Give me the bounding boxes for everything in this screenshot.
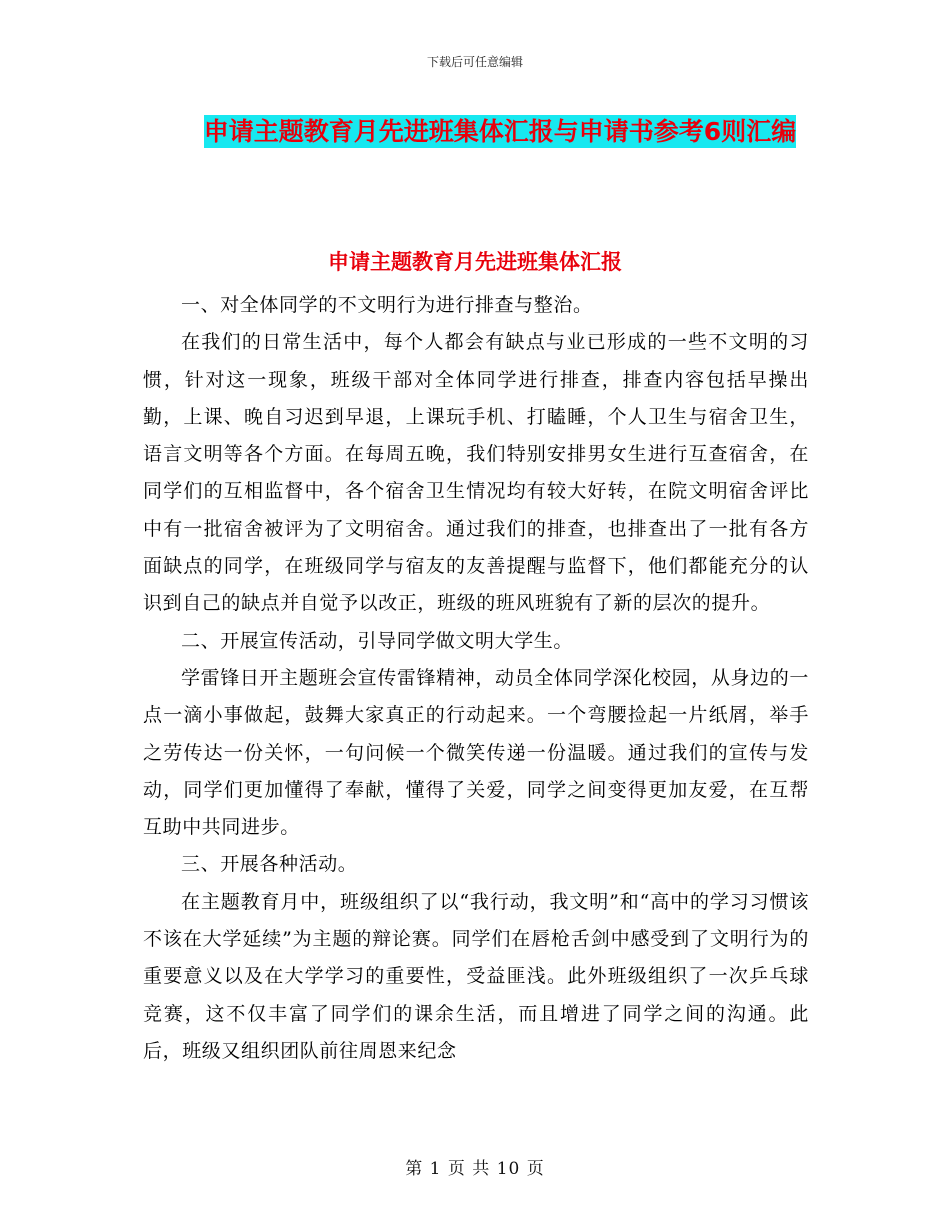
document-title	[185, 108, 815, 156]
paragraph: 在主题教育月中，班级组织了以“我行动，我文明”和“高中的学习习惯该不该在大学延续”为主题的辩论赛。同学们在唇枪舌剑中感受到了文明行为的重要意义以及在大学学习的重要性，受益匪浅。此外班级组织了一次乒乓球竞赛，这不仅丰富了同学们的课余生活，而且增进了同学之间的沟通。此后，班级又组织团队前往周恩来纪念	[143, 890, 809, 1062]
paragraph: 学雷锋日开主题班会宣传雷锋精神，动员全体同学深化校园，从身边的一点一滴小事做起，鼓舞大家真正的行动起来。一个弯腰捡起一片纸屑，举手之劳传达一份关怀，一句问候一个微笑传递一份温暖。通过我们的宣传与发动，同学们更加懂得了奉献，懂得了关爱，同学之间变得更加友爱，在互帮互助中共同进步。	[143, 666, 809, 839]
paragraph: 在我们的日常生活中，每个人都会有缺点与业已形成的一些不文明的习惯，针对这一现象，班级干部对全体同学进行排查，排查内容包括早操出勤，上课、晚自习迟到早退，上课玩手机、打瞌睡，个人卫生与宿舍卫生，语言文明等各个方面。在每周五晚，我们特别安排男女生进行互查宿舍，在同学们的互相监督中，各个宿舍卫生情况均有较大好转，在院文明宿舍评比中有一批宿舍被评为了文明宿舍。通过我们的排查，也排查出了一批有各方面缺点的同学，在班级同学与宿友的友善提醒与监督下，他们都能充分的认识到自己的缺点并自觉予以改正，班级的班风班貌有了新的层次的提升。	[143, 331, 809, 615]
header-note: 下载后可任意编辑	[426, 55, 523, 69]
paragraph-heading-1: 一、对全体同学的不文明行为进行排查与整治。	[181, 294, 593, 316]
section-title: 申请主题教育月先进班集体汇报	[328, 250, 622, 274]
paragraph-heading-3: 三、开展各种活动。	[181, 853, 358, 876]
document-body	[143, 287, 809, 1070]
document-title-text: 申请主题教育月先进班集体汇报与申请书参考6则汇编	[203, 117, 797, 146]
page-number-footer: 第 1 页 共 10 页	[405, 1159, 545, 1179]
paragraph-heading-2: 二、开展宣传活动，引导同学做文明大学生。	[181, 629, 574, 652]
